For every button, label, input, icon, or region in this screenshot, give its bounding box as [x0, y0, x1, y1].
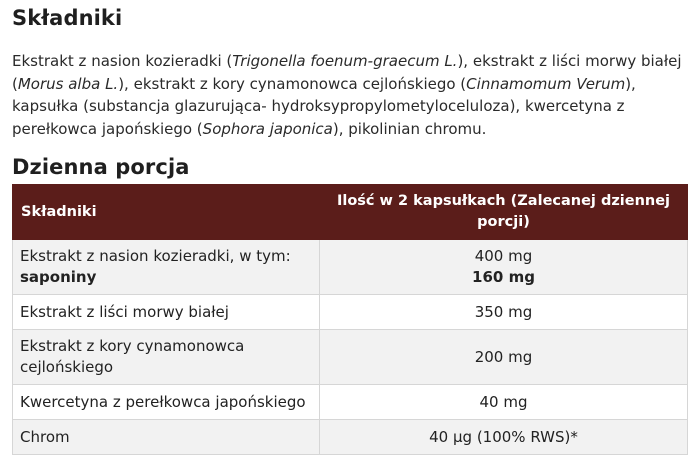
ingredient-sub-name: saponiny: [20, 268, 97, 286]
ingredient-name: Ekstrakt z liści morwy białej: [13, 295, 320, 330]
composition-part: ), pikolinian chromu.: [332, 119, 487, 138]
column-header-amount: Ilość w 2 kapsułkach (Zalecanej dziennej porcji): [320, 185, 688, 240]
column-header-ingredients: Składniki: [13, 185, 320, 240]
ingredients-heading: Składniki: [12, 6, 123, 30]
table-row: [13, 420, 688, 455]
ingredient-name: Kwercetyna z perełkowca japońskiego: [13, 385, 320, 420]
latin-name-sophora: Sophora japonica: [202, 119, 333, 138]
composition-part: ), ekstrakt z kory cynamonowca cejlońskiego (: [118, 74, 467, 93]
composition-part: ), ekstrakt z liści morwy białej (: [12, 52, 682, 93]
table-row: [13, 240, 688, 295]
composition-part: Ekstrakt z nasion kozieradki (: [12, 52, 233, 70]
amount-cell: [320, 240, 688, 295]
table-row: [13, 295, 688, 330]
daily-portion-heading: Dzienna porcja: [12, 155, 190, 179]
latin-name-cinnamon: Cinnamomum Verum: [466, 74, 626, 93]
composition-part: ), kapsułka (substancja glazurująca- hydroksypropylometyloceluloza), kwercetyna z perełkowca japońskiego (: [12, 74, 636, 138]
ingredient-cell: [13, 240, 320, 295]
latin-name-fenugreek: Trigonella foenum-graecum L.: [232, 52, 458, 70]
ingredient-name: Chrom: [13, 420, 320, 455]
composition-text: [12, 50, 690, 140]
amount-value: 400 mg: [474, 247, 533, 265]
amount-sub-value: 160 mg: [472, 268, 535, 286]
table-row: [13, 385, 688, 420]
ingredient-name: Ekstrakt z kory cynamonowca cejlońskiego: [13, 330, 320, 385]
amount-value: 350 mg: [320, 295, 688, 330]
ingredient-name: Ekstrakt z nasion kozieradki, w tym:: [20, 247, 291, 265]
latin-name-mulberry: Morus alba L.: [17, 74, 119, 93]
amount-value: 200 mg: [320, 330, 688, 385]
table-header-row: [13, 185, 688, 240]
amount-value: 40 µg (100% RWS)*: [320, 420, 688, 455]
daily-portion-table: [12, 184, 688, 455]
table-row: [13, 330, 688, 385]
amount-value: 40 mg: [320, 385, 688, 420]
